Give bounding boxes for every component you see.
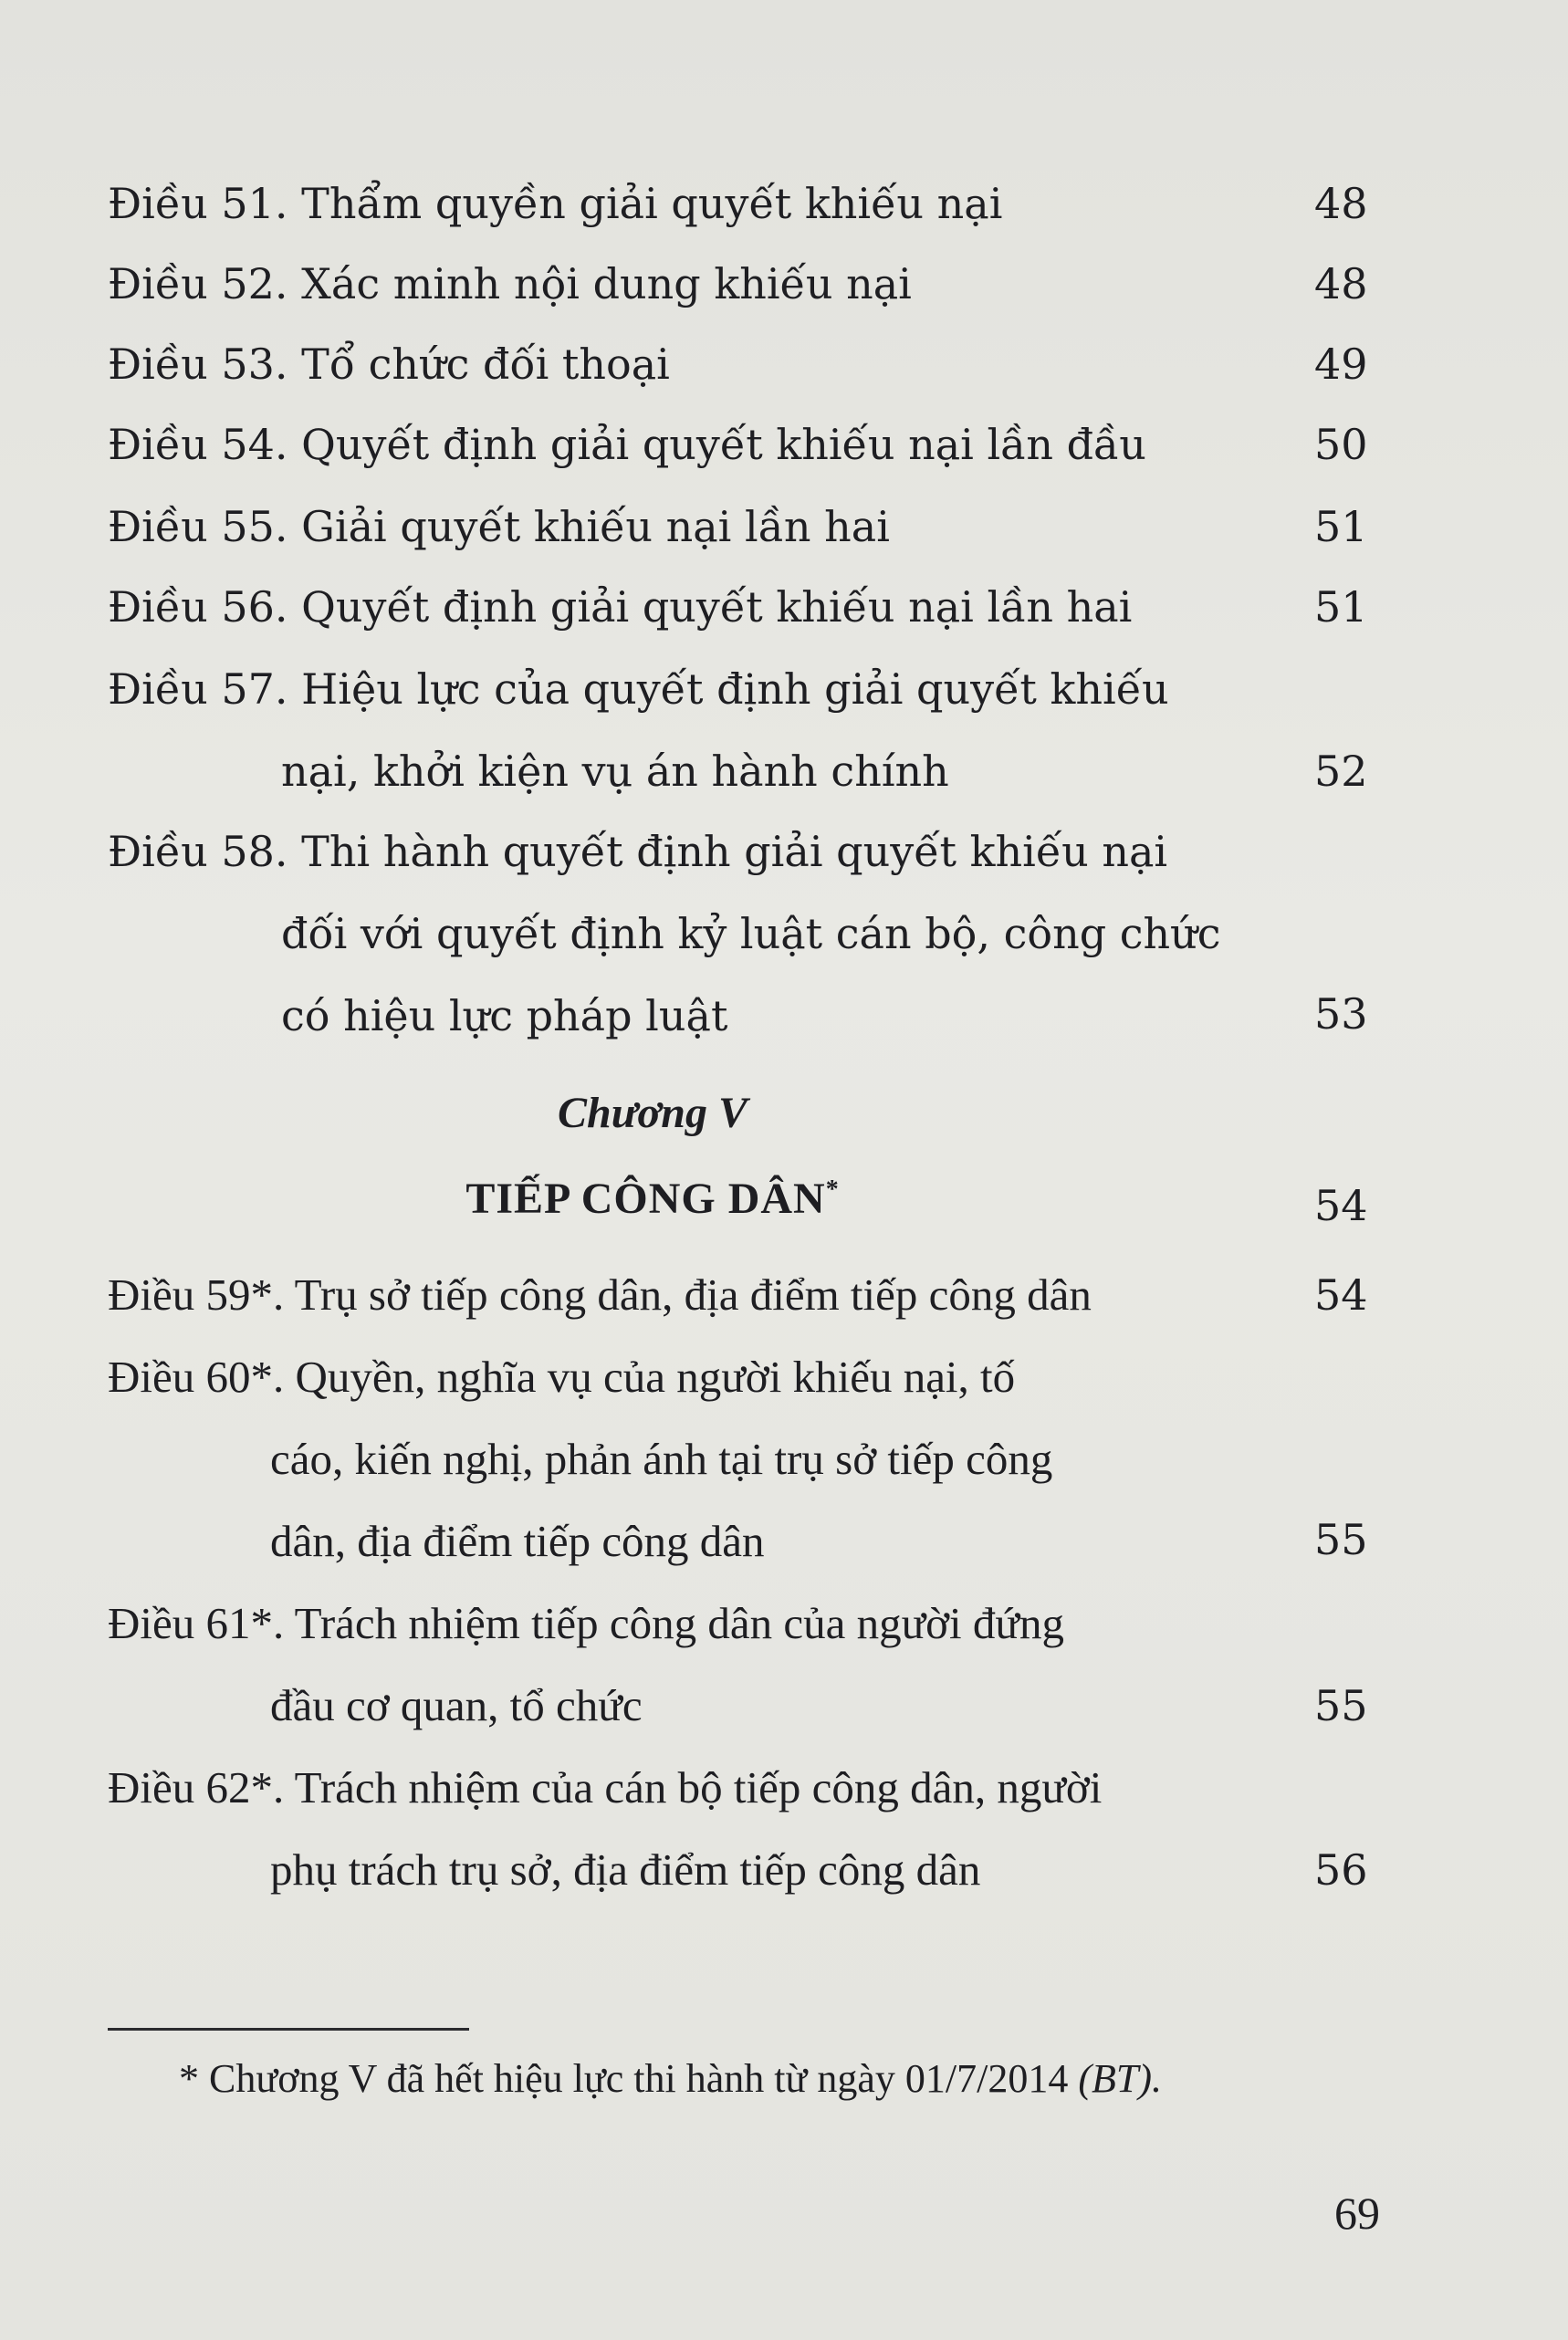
chapter-title-text: TIẾP CÔNG DÂN [465,1175,826,1223]
chapter-title [0,1174,1305,1224]
entry-page-number: 54 [1314,1270,1368,1320]
toc-entry-62 [108,1747,1385,1911]
entry-page-number: 51 [1314,502,1368,551]
entry-page-number: 48 [1314,179,1368,228]
entry-text: Điều 51. Thẩm quyền giải quyết khiếu nại [108,179,1003,228]
entry-page-number: 49 [1314,340,1368,389]
entry-text: Điều 55. Giải quyết khiếu nại lần hai [108,502,890,551]
toc-entry-58 [108,810,1385,1057]
page-number: 69 [1334,2188,1380,2239]
entry-page-number: 53 [1314,989,1368,1039]
toc-entry-61 [108,1583,1385,1747]
entry-text: Điều 61*. Trách nhiệm tiếp công dân của người đứng [108,1598,1064,1648]
entry-text: Điều 58. Thi hành quyết định giải quyết khiếu nại [108,827,1168,876]
entry-text-continued: cáo, kiến nghị, phản ánh tại trụ sở tiếp công [270,1434,1053,1484]
chapter-label: Chương V [558,1089,747,1137]
entry-page-number: 56 [1314,1845,1368,1895]
entry-text: Điều 54. Quyết định giải quyết khiếu nại lần đầu [108,420,1146,469]
toc-entry-52 [108,243,1385,325]
toc-entry-51 [108,162,1385,245]
entry-page-number: 51 [1314,582,1368,632]
entry-text-continued: nại, khởi kiện vụ án hành chính [281,747,949,796]
toc-entry-59 [108,1254,1385,1336]
toc-entry-60 [108,1336,1385,1583]
entry-text: Điều 53. Tổ chức đối thoại [108,340,670,389]
entry-text-continued: đầu cơ quan, tổ chức [270,1680,643,1730]
entry-text: Điều 62*. Trách nhiệm của cán bộ tiếp công dân, người [108,1762,1103,1812]
entry-text: Điều 59*. Trụ sở tiếp công dân, địa điểm tiếp công dân [108,1269,1092,1320]
footnote-marker: * [825,1175,840,1204]
entry-page-number: 52 [1314,747,1368,796]
entry-text-continued: có hiệu lực pháp luật [281,991,728,1040]
entry-text-continued: phụ trách trụ sở, địa điểm tiếp công dân [270,1844,981,1895]
footnote [179,2055,1162,2102]
toc-entry-54 [108,403,1385,486]
entry-text: Điều 60*. Quyền, nghĩa vụ của người khiếu nại, tố [108,1352,1016,1402]
footnote-divider [108,2028,469,2031]
toc-entry-56 [108,566,1385,648]
entry-page-number: 55 [1314,1681,1368,1730]
entry-page-number: 50 [1314,420,1368,469]
entry-text: Điều 56. Quyết định giải quyết khiếu nại lần hai [108,582,1133,632]
toc-entry-53 [108,323,1385,405]
entry-page-number: 48 [1314,259,1368,308]
footnote-text: * Chương V đã hết hiệu lực thi hành từ ngày 01/7/2014 [179,2056,1069,2101]
toc-entry-57 [108,648,1385,812]
entry-text: Điều 57. Hiệu lực của quyết định giải quyết khiếu [108,664,1169,714]
entry-text-continued: đối với quyết định kỷ luật cán bộ, công chức [281,909,1221,958]
chapter-page-number: 54 [1314,1181,1368,1230]
entry-page-number: 55 [1314,1515,1368,1564]
toc-entry-55 [108,486,1385,568]
entry-text-continued: dân, địa điểm tiếp công dân [270,1516,765,1566]
entry-text: Điều 52. Xác minh nội dung khiếu nại [108,259,912,308]
footnote-source: (BT). [1078,2056,1162,2101]
